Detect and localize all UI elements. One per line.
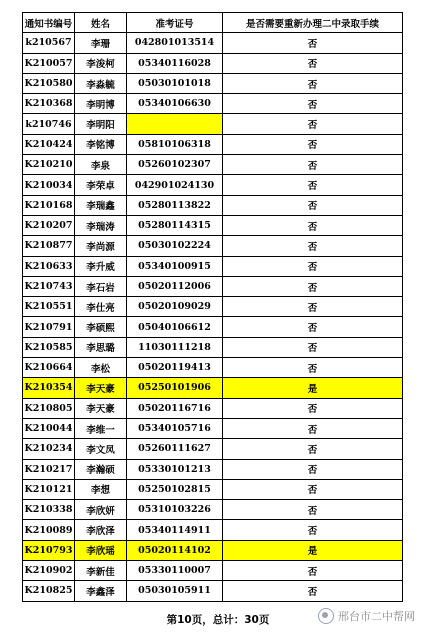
cell-redo: 否 (223, 33, 403, 53)
table-row (23, 53, 403, 73)
cell-notice-id: k210746 (23, 114, 75, 134)
cell-redo: 否 (223, 398, 403, 418)
cell-redo: 否 (223, 236, 403, 256)
cell-exam-number: 042901024130 (127, 175, 223, 195)
table-row (23, 418, 403, 438)
cell-exam-number: 05020116716 (127, 398, 223, 418)
cell-redo: 否 (223, 581, 403, 601)
cell-notice-id: K210121 (23, 479, 75, 499)
table-row (23, 33, 403, 53)
table-row (23, 236, 403, 256)
cell-exam-number: 042801013514 (127, 33, 223, 53)
table-row (23, 215, 403, 235)
cell-notice-id: K210368 (23, 94, 75, 114)
table-row (23, 561, 403, 581)
header-redo-procedure: 是否需要重新办理二中录取手续 (223, 13, 403, 33)
cell-name: 李欣妍 (75, 500, 127, 520)
cell-notice-id: K210089 (23, 520, 75, 540)
wechat-icon (318, 608, 334, 624)
cell-name: 李鑫泽 (75, 581, 127, 601)
cell-notice-id: K210877 (23, 236, 75, 256)
cell-exam-number: 05330101213 (127, 459, 223, 479)
header-name: 姓名 (75, 13, 127, 33)
table-row (23, 155, 403, 175)
table-row (23, 540, 403, 560)
cell-redo: 否 (223, 317, 403, 337)
table-row (23, 276, 403, 296)
cell-exam-number: 05280113822 (127, 195, 223, 215)
cell-redo: 否 (223, 195, 403, 215)
cell-exam-number: 05330110007 (127, 561, 223, 581)
table-row (23, 114, 403, 134)
cell-name: 李欣瑶 (75, 540, 127, 560)
cell-redo: 否 (223, 479, 403, 499)
cell-redo: 否 (223, 73, 403, 93)
cell-name: 李天豪 (75, 398, 127, 418)
watermark (318, 608, 415, 624)
cell-redo: 否 (223, 439, 403, 459)
cell-redo: 否 (223, 276, 403, 296)
cell-exam-number: 05030102224 (127, 236, 223, 256)
cell-notice-id: K210354 (23, 378, 75, 398)
cell-notice-id: K210207 (23, 215, 75, 235)
cell-name: 李浚柯 (75, 53, 127, 73)
cell-name: 李泉 (75, 155, 127, 175)
cell-notice-id: K210338 (23, 500, 75, 520)
table-row (23, 73, 403, 93)
cell-name: 李想 (75, 479, 127, 499)
cell-exam-number: 05340105716 (127, 418, 223, 438)
cell-redo: 否 (223, 297, 403, 317)
table-row (23, 479, 403, 499)
cell-notice-id: K210805 (23, 398, 75, 418)
cell-name: 李尚源 (75, 236, 127, 256)
watermark-text: 邢台市二中帮网 (338, 610, 415, 623)
cell-notice-id: K210057 (23, 53, 75, 73)
cell-redo: 否 (223, 500, 403, 520)
cell-exam-number: 05340106630 (127, 94, 223, 114)
table-row (23, 581, 403, 601)
table-row (23, 195, 403, 215)
cell-redo: 否 (223, 520, 403, 540)
table-row (23, 459, 403, 479)
cell-name: 李松 (75, 358, 127, 378)
cell-name: 李石岩 (75, 276, 127, 296)
page-footer: 第10页，总计：30页 (166, 614, 270, 626)
cell-exam-number: 05030101018 (127, 73, 223, 93)
cell-name: 李欣泽 (75, 520, 127, 540)
cell-notice-id: K210585 (23, 337, 75, 357)
cell-redo: 否 (223, 256, 403, 276)
cell-redo: 否 (223, 114, 403, 134)
cell-exam-number: 05020114102 (127, 540, 223, 560)
table-row (23, 317, 403, 337)
table-row (23, 256, 403, 276)
cell-redo: 否 (223, 134, 403, 154)
cell-exam-number: 05020119413 (127, 358, 223, 378)
cell-exam-number: 05020109029 (127, 297, 223, 317)
cell-notice-id: K210210 (23, 155, 75, 175)
cell-notice-id: K210664 (23, 358, 75, 378)
header-exam-number: 准考证号 (127, 13, 223, 33)
cell-notice-id: k210567 (23, 33, 75, 53)
cell-redo: 否 (223, 94, 403, 114)
cell-notice-id: K210034 (23, 175, 75, 195)
table-body (23, 33, 403, 601)
cell-notice-id: K210580 (23, 73, 75, 93)
cell-redo: 否 (223, 561, 403, 581)
table-row (23, 378, 403, 398)
cell-redo: 否 (223, 418, 403, 438)
cell-name: 李明博 (75, 94, 127, 114)
cell-exam-number: 05260102307 (127, 155, 223, 175)
cell-notice-id: K210551 (23, 297, 75, 317)
table-row (23, 520, 403, 540)
table-header-row (23, 13, 403, 33)
cell-name: 李荣卓 (75, 175, 127, 195)
cell-notice-id: K210902 (23, 561, 75, 581)
cell-name: 李新佳 (75, 561, 127, 581)
cell-exam-number: 05340114911 (127, 520, 223, 540)
cell-notice-id: K210044 (23, 418, 75, 438)
cell-redo: 是 (223, 540, 403, 560)
cell-name: 李铭博 (75, 134, 127, 154)
cell-name: 李升威 (75, 256, 127, 276)
cell-exam-number: 05250102815 (127, 479, 223, 499)
cell-name: 李仕亮 (75, 297, 127, 317)
cell-name: 李瀚硕 (75, 459, 127, 479)
cell-name: 李维一 (75, 418, 127, 438)
cell-notice-id: K210793 (23, 540, 75, 560)
cell-exam-number: 05280114315 (127, 215, 223, 235)
cell-exam-number: 05340116028 (127, 53, 223, 73)
cell-redo: 否 (223, 53, 403, 73)
cell-exam-number: 11030111218 (127, 337, 223, 357)
cell-exam-number: 05810106318 (127, 134, 223, 154)
table-row (23, 398, 403, 418)
cell-exam-number: 05020112006 (127, 276, 223, 296)
table-row (23, 94, 403, 114)
cell-notice-id: K210825 (23, 581, 75, 601)
cell-name: 李思璐 (75, 337, 127, 357)
cell-name: 李珊 (75, 33, 127, 53)
cell-name: 李淼毓 (75, 73, 127, 93)
cell-notice-id: K210743 (23, 276, 75, 296)
cell-notice-id: K210217 (23, 459, 75, 479)
admission-table (22, 12, 403, 602)
cell-exam-number: 05310103226 (127, 500, 223, 520)
cell-redo: 是 (223, 378, 403, 398)
cell-name: 李瑞涛 (75, 215, 127, 235)
cell-notice-id: K210234 (23, 439, 75, 459)
header-notice-id: 通知书编号 (23, 13, 75, 33)
cell-notice-id: K210168 (23, 195, 75, 215)
cell-redo: 否 (223, 337, 403, 357)
cell-notice-id: K210791 (23, 317, 75, 337)
cell-exam-number: 05250101906 (127, 378, 223, 398)
cell-name: 李天豪 (75, 378, 127, 398)
cell-name: 李文凤 (75, 439, 127, 459)
cell-redo: 否 (223, 175, 403, 195)
cell-exam-number (127, 114, 223, 134)
cell-notice-id: K210424 (23, 134, 75, 154)
table-row (23, 500, 403, 520)
table-row (23, 134, 403, 154)
cell-exam-number: 05040106612 (127, 317, 223, 337)
cell-redo: 否 (223, 358, 403, 378)
cell-notice-id: K210633 (23, 256, 75, 276)
table-row (23, 337, 403, 357)
cell-redo: 否 (223, 215, 403, 235)
table-row (23, 297, 403, 317)
cell-name: 李明阳 (75, 114, 127, 134)
cell-exam-number: 05030105911 (127, 581, 223, 601)
cell-name: 李瑞鑫 (75, 195, 127, 215)
cell-redo: 否 (223, 459, 403, 479)
cell-exam-number: 05260111627 (127, 439, 223, 459)
table-row (23, 439, 403, 459)
table-row (23, 175, 403, 195)
table-row (23, 358, 403, 378)
cell-redo: 否 (223, 155, 403, 175)
cell-name: 李硕熙 (75, 317, 127, 337)
cell-exam-number: 05340100915 (127, 256, 223, 276)
